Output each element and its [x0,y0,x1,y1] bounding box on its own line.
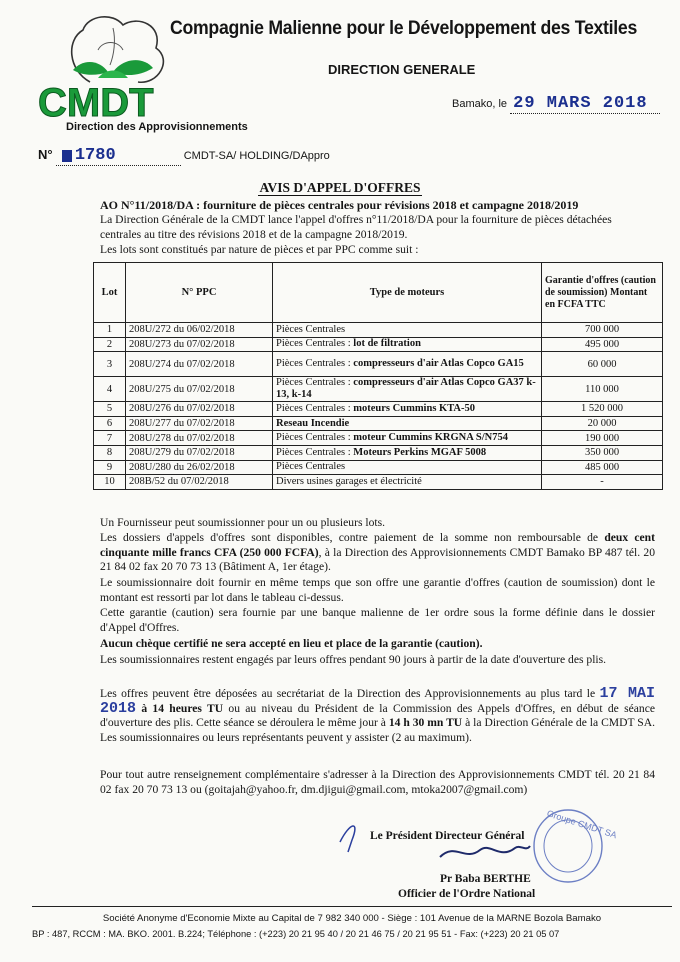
col-header-type: Type de moteurs [273,263,542,323]
table-row [94,475,663,490]
cell-ppc: 208B/52 du 07/02/2018 [126,475,273,490]
lots-intro: Les lots sont constitués par nature de pièces et par PPC comme suit : [100,243,419,256]
cell-type: Pièces Centrales [273,323,542,338]
table-row [94,352,663,377]
cell-type: Reseau Incendie [273,416,542,431]
date-line [452,94,660,114]
city-label: Bamako, le [452,98,508,110]
cell-type: Divers usines garages et électricité [273,475,542,490]
footer-line-1: Société Anonyme d'Economie Mixte au Capital de 7 982 340 000 - Siège : 101 Avenue de la MARNE Bozola Bamako [102,913,602,924]
cell-amount: 20 000 [542,416,663,431]
cell-lot: 7 [94,431,126,446]
cell-lot: 4 [94,377,126,402]
department-name: Direction des Approvisionnements [66,121,248,133]
deadline-stamp: 17 MAI 2018 [100,685,655,717]
paragraph-6: Les soumissionnaires restent engagés par leurs offres pendant 90 jours à partir de la date d'ouverture des plis. [100,653,607,666]
paragraph-7: Les offres peuvent être déposées au secrétariat de la Direction des Approvisionnements au plus tard le 17 MAI 2018 à 14 heures TU ou au niveau du Président de la Commission des Appels d'Offres, en début de séance d'ouverture des plis. Cette séance se déroulera le même jour à 14 h 30 mn TU à la Direction Générale de la CMDT SA. Les soumissionnaires ou leurs représentants peuvent y assister (2 au maximum). [100,685,656,744]
cell-lot: 3 [94,352,126,377]
cell-ppc: 208U/275 du 07/02/2018 [126,377,273,402]
cell-amount: 60 000 [542,352,663,377]
cell-type: Pièces Centrales : compresseurs d'air Atlas Copco GA37 k-13, k-14 [273,377,542,402]
paragraph-2: Les dossiers d'appels d'offres sont disponibles, contre paiement de la somme non remboursable de deux cent cinquante mille francs CFA (250 000 FCFA), à la Direction des Approvisionnements CMDT Bamako BP 487 tél. 20 21 84 02 fax 20 70 73 13 (Bâtiment A, 1er étage). [100,531,656,574]
direction-title: DIRECTION GENERALE [328,62,476,77]
cell-amount: 1 520 000 [542,402,663,417]
cell-type: Pièces Centrales : moteurs Cummins KTA-50 [273,402,542,417]
cell-type: Pièces Centrales : moteur Cummins KRGNA S/N754 [273,431,542,446]
company-name: Compagnie Malienne pour le Développement des Textiles [170,18,638,39]
cell-lot: 6 [94,416,126,431]
cell-amount: - [542,475,663,490]
cell-lot: 8 [94,445,126,460]
cell-ppc: 208U/279 du 07/02/2018 [126,445,273,460]
cell-type: Pièces Centrales [273,460,542,475]
paragraph-5: Aucun chèque certifié ne sera accepté en lieu et place de la garantie (caution). [100,637,483,650]
cell-ppc: 208U/278 du 07/02/2018 [126,431,273,446]
signatory-honor: Officier de l'Ordre National [398,888,536,900]
ref-prefix: N° [38,147,53,162]
cell-ppc: 208U/277 du 07/02/2018 [126,416,273,431]
cell-lot: 1 [94,323,126,338]
table-row [94,416,663,431]
cell-ppc: 208U/274 du 07/02/2018 [126,352,273,377]
logo-text: CMDT [38,81,154,125]
ref-number: 1780 [74,146,116,165]
cell-lot: 5 [94,402,126,417]
table-row [94,323,663,338]
stamp-mark [62,150,72,162]
cell-type: Pièces Centrales : lot de filtration [273,337,542,352]
col-header-ppc: N° PPC [126,263,273,323]
paragraph-4: Cette garantie (caution) sera fournie par une banque malienne de 1er ordre sous la forme définie dans le dossier d'Appel d'Offres. [100,606,655,634]
cell-lot: 2 [94,337,126,352]
footer-line-2: BP : 487, RCCM : MA. BKO. 2001. B.224; Téléphone : (+223) 20 21 95 40 / 20 21 46 75 / 20 21 95 51 - Fax: (+223) 20 21 05 07 [32,929,560,939]
date-stamp: 29 MARS 2018 [513,94,648,113]
notice-subtitle: AO N°11/2018/DA : fourniture de pièces centrales pour révisions 2018 et campagne 2018/2019 [100,198,579,212]
cell-lot: 9 [94,460,126,475]
cell-ppc: 208U/280 du 26/02/2018 [126,460,273,475]
cell-amount: 485 000 [542,460,663,475]
cell-type: Pièces Centrales : Moteurs Perkins MGAF 5008 [273,445,542,460]
table-row [94,445,663,460]
intro-paragraph: La Direction Générale de la CMDT lance l'appel d'offres n°11/2018/DA pour la fourniture de pièces détachées centrales au titre des révisions 2018 et de la campagne 2018/2019. [100,213,612,241]
cell-amount: 110 000 [542,377,663,402]
cell-amount: 495 000 [542,337,663,352]
cell-type: Pièces Centrales : compresseurs d'air Atlas Copco GA15 [273,352,542,377]
paragraph-3: Le soumissionnaire doit fournir en même temps que son offre une garantie d'offres (caution de soumission) dont le montant est ressorti par lot dans le tableau ci-dessus. [100,576,655,604]
cell-ppc: 208U/273 du 07/02/2018 [126,337,273,352]
footer-divider [32,906,672,907]
cell-ppc: 208U/276 du 07/02/2018 [126,402,273,417]
cell-amount: 350 000 [542,445,663,460]
paragraph-1: Un Fournisseur peut soumissionner pour un ou plusieurs lots. [100,516,386,529]
reference-line [38,146,330,166]
table-row [94,460,663,475]
cell-amount: 190 000 [542,431,663,446]
table-row [94,431,663,446]
cell-amount: 700 000 [542,323,663,338]
cell-ppc: 208U/272 du 06/02/2018 [126,323,273,338]
signatory-name: Pr Baba BERTHE [440,873,531,885]
notice-title: AVIS D'APPEL D'OFFRES [259,180,421,195]
paragraph-8: Pour tout autre renseignement complémentaire s'adresser à la Direction des Approvisionnements CMDT tél. 20 21 84 02 fax 20 70 73 13 ou (goitajah@yahoo.fr, dm.djigui@gmail.com, mtoka2007@gmail.com) [100,768,655,796]
ref-suffix: CMDT-SA/ HOLDING/DAppro [183,150,330,162]
lots-table [93,262,663,490]
table-row [94,337,663,352]
table-row [94,377,663,402]
col-header-amount: Garantie d'offres (caution de soumission) Montant en FCFA TTC [542,263,663,323]
stamp-text: Groupe CMDT SA [545,808,619,841]
signatory-title: Le Président Directeur Général [370,830,525,842]
table-row [94,402,663,417]
cell-lot: 10 [94,475,126,490]
col-header-lot: Lot [94,263,126,323]
